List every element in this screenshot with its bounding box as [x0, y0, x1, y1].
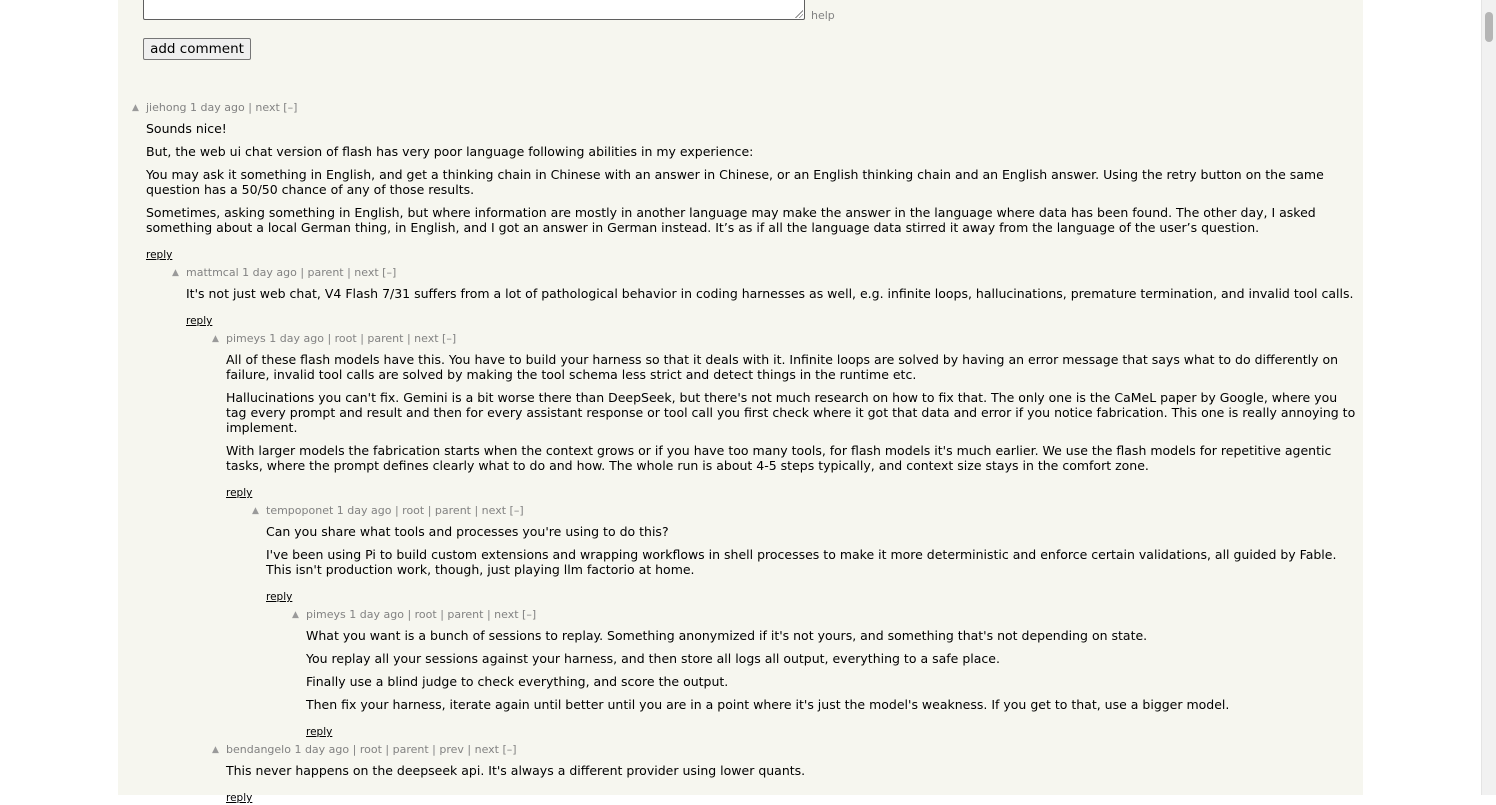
comment-paragraph: Hallucinations you can't fix. Gemini is a bit worse there than DeepSeek, but there's not much research on how to fix that. The only one is the CaMeL paper by Google, where you tag every prompt and result and then for every assistant response or tool call you first check where it got that data and error if you notice fabrication. This one is really annoying to implement.: [226, 390, 1356, 435]
upvote-arrow-icon[interactable]: ▲: [212, 334, 219, 344]
comment-user[interactable]: tempoponet: [266, 504, 334, 517]
comment-paragraph: Sometimes, asking something in English, but where information are mostly in another language may make the answer in the language where data has been found. The other day, I asked something about a local German thing, in English, and I got an answer in German instead. It’s as if all the language data stirred it away from the language of the user’s question.: [146, 205, 1316, 235]
comment-header: [266, 504, 1358, 518]
comment-textarea[interactable]: [143, 0, 805, 20]
comment-user[interactable]: bendangelo: [226, 743, 291, 756]
comment-age[interactable]: 1 day ago: [242, 266, 297, 279]
comment-body: [146, 121, 1351, 262]
comment-nav[interactable]: | root | parent | prev | next [–]: [352, 743, 517, 756]
comment-paragraph: It's not just web chat, V4 Flash 7/31 suffers from a lot of pathological behavior in coding harnesses as well, e.g. infinite loops, hallucinations, premature termination, and invalid tool calls.: [186, 286, 1354, 301]
scrollbar-thumb[interactable]: [1485, 12, 1493, 42]
comment-user[interactable]: jiehong: [146, 101, 187, 114]
upvote-arrow-icon[interactable]: ▲: [172, 268, 179, 278]
comment-user[interactable]: pimeys: [306, 608, 346, 621]
comment-user[interactable]: mattmcal: [186, 266, 239, 279]
comment-paragraph: I've been using Pi to build custom extensions and wrapping workflows in shell processes to make it more deterministic and enforce certain validations, all guided by Fable. This isn't production work, though, just playing llm factorio at home.: [266, 547, 1337, 577]
reply-link[interactable]: reply: [226, 792, 253, 804]
comment-paragraph: What you want is a bunch of sessions to replay. Something anonymized if it's not yours, and something that's not depending on state.: [306, 628, 1148, 643]
comment-body: [266, 524, 1358, 604]
upvote-arrow-icon[interactable]: ▲: [132, 103, 139, 113]
comment-bendangelo: [212, 743, 1356, 805]
comment-paragraph: All of these flash models have this. You have to build your harness so that it deals with it. Infinite loops are solved by having an error message that says what to do differently on failure, invalid tool calls are solved by making the tool schema less strict and detect things in the runtime etc.: [226, 352, 1339, 382]
comment-age[interactable]: 1 day ago: [349, 608, 404, 621]
reply-link[interactable]: reply: [186, 315, 213, 327]
comment-nav[interactable]: | root | parent | next [–]: [327, 332, 457, 345]
comment-paragraph: Sounds nice!: [146, 121, 227, 136]
comment-nav[interactable]: | root | parent | next [–]: [394, 504, 524, 517]
comment-paragraph: You replay all your sessions against your harness, and then store all logs all output, everything to a safe place.: [306, 651, 1000, 666]
comment-age[interactable]: 1 day ago: [336, 504, 392, 517]
comment-nav[interactable]: | root | parent | next [–]: [407, 608, 537, 621]
comment-paragraph: With larger models the fabrication starts when the context grows or if you have too many tools, for flash models it's much earlier. We use the flash models for repetitive agentic tasks, where the prompt defines clearly what to do and how. The whole run is about 4-5 steps typically, and context size stays in the comfort zone.: [226, 443, 1332, 473]
comment-body: [226, 352, 1356, 500]
upvote-arrow-icon[interactable]: ▲: [212, 745, 219, 755]
comment-paragraph: But, the web ui chat version of flash has very poor language following abilities in my experience:: [146, 144, 754, 159]
reply-link[interactable]: reply: [306, 726, 333, 738]
upvote-arrow-icon[interactable]: ▲: [252, 506, 259, 516]
comment-header: [306, 608, 1356, 622]
comment-header: [186, 266, 1356, 280]
add-comment-button[interactable]: add comment: [143, 38, 251, 60]
comment-tempoponet: [252, 504, 1358, 604]
upvote-arrow-icon[interactable]: ▲: [292, 610, 299, 620]
scrollbar[interactable]: [1481, 0, 1496, 795]
comment-header: [146, 101, 1351, 115]
comment-paragraph: Finally use a blind judge to check everything, and score the output.: [306, 674, 729, 689]
comment-header: [226, 332, 1356, 346]
comment-age[interactable]: 1 day ago: [269, 332, 324, 345]
comment-paragraph: Can you share what tools and processes you're using to do this?: [266, 524, 669, 539]
comment-age[interactable]: 1 day ago: [190, 101, 245, 114]
comment-pimeys: [212, 332, 1356, 500]
comment-mattmcal: [172, 266, 1356, 328]
comment-jiehong: [132, 101, 1351, 262]
help-link[interactable]: help: [811, 9, 835, 22]
reply-link[interactable]: reply: [226, 487, 253, 499]
comment-body: [306, 628, 1356, 739]
comment-pimeys-2: [292, 608, 1356, 739]
comment-nav[interactable]: | parent | next [–]: [300, 266, 397, 279]
comment-nav[interactable]: | next [–]: [248, 101, 298, 114]
reply-link[interactable]: reply: [146, 249, 173, 261]
comment-paragraph: You may ask it something in English, and get a thinking chain in Chinese with an answer in Chinese, or an English thinking chain and an English answer. Using the retry button on the same question has a 50/50 chance of any of those results.: [146, 167, 1324, 197]
comment-user[interactable]: pimeys: [226, 332, 266, 345]
comment-age[interactable]: 1 day ago: [294, 743, 350, 756]
page-content: [118, 0, 1363, 804]
comment-body: [226, 763, 1356, 805]
resize-handle-icon[interactable]: [795, 10, 803, 18]
comment-paragraph: This never happens on the deepseek api. It's always a different provider using lower quants.: [226, 763, 806, 778]
reply-link[interactable]: reply: [266, 591, 293, 603]
comment-paragraph: Then fix your harness, iterate again until better until you are in a point where it's just the model's weakness. If you get to that, use a bigger model.: [306, 697, 1230, 712]
comment-body: [186, 286, 1356, 328]
comment-header: [226, 743, 1356, 757]
